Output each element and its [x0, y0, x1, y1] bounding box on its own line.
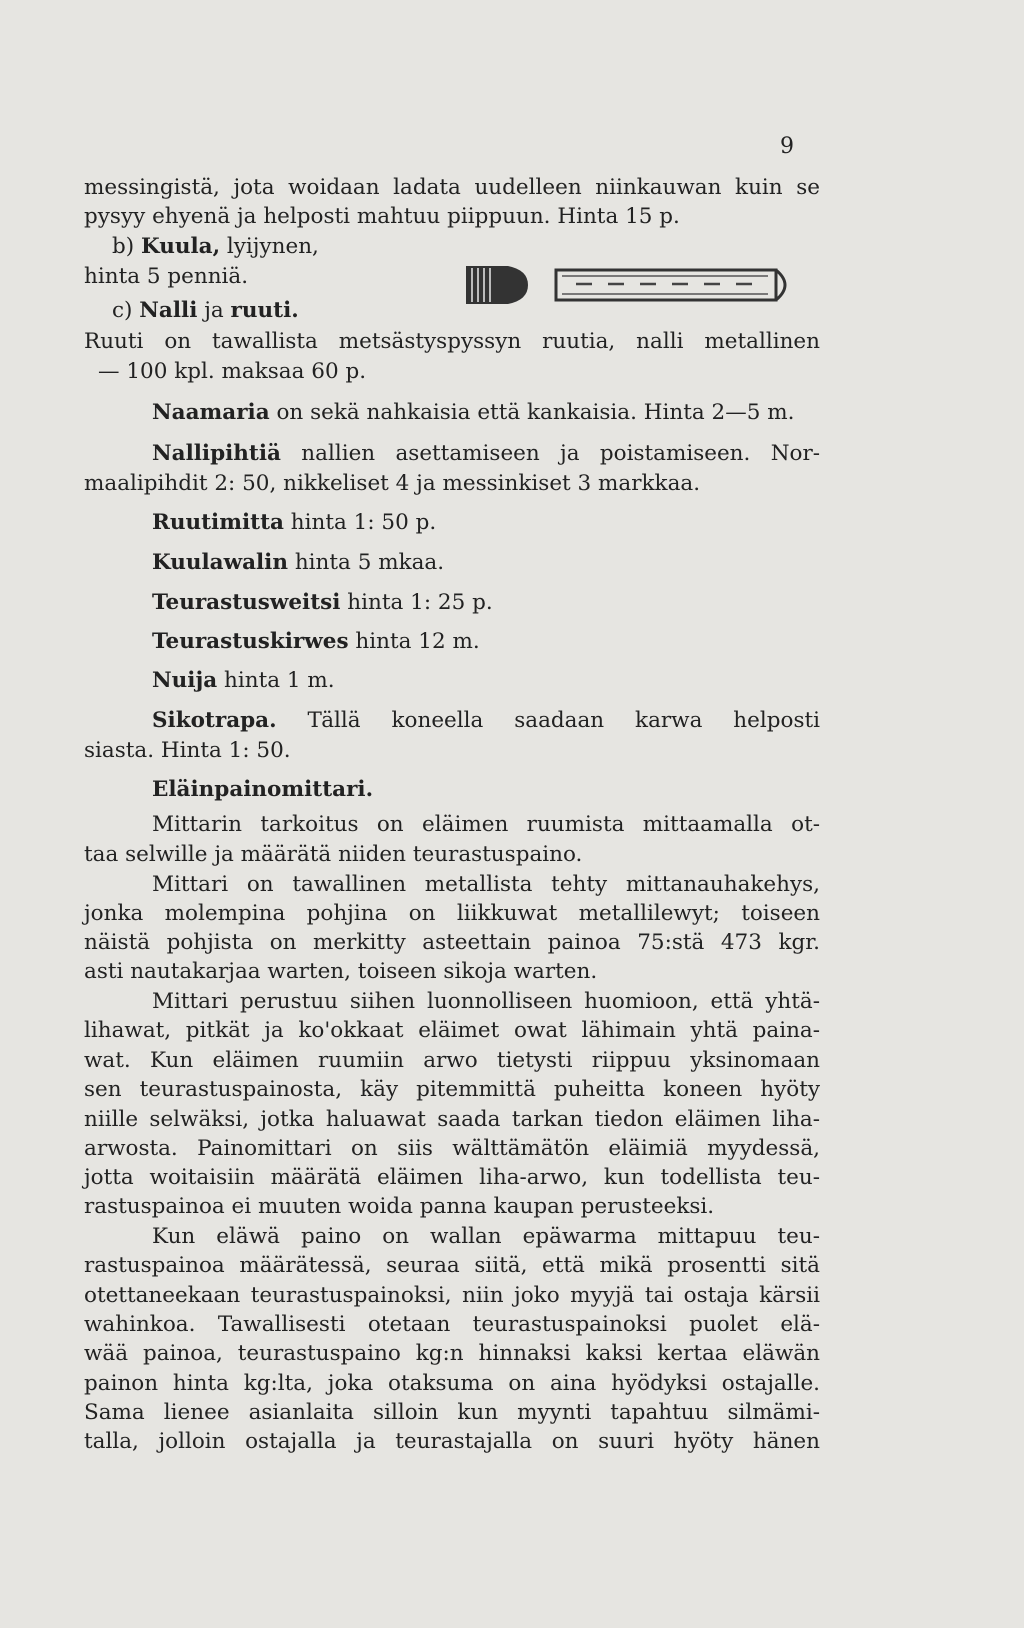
section-heading: Eläinpainomittari. [152, 777, 374, 802]
text-line: Ruuti on tawallista metsästyspyssyn ruutia, nalli metallinen [84, 329, 820, 354]
item-sikotrapa: Sikotrapa. Tällä koneella saadaan karwa helposti [152, 708, 820, 733]
text-line: — 100 kpl. maksaa 60 p. [98, 359, 367, 384]
text-line: rastuspainoa ei muuten woida panna kaupan perusteeksi. [84, 1194, 715, 1219]
text-line: Mittarin tarkoitus on eläimen ruumista mittaamalla ot- [152, 812, 820, 837]
text-line: otettaneekaan teurastuspainoksi, niin joko myyjä tai ostaja kärsii [84, 1283, 820, 1308]
item-nuija: Nuija hinta 1 m. [152, 668, 335, 693]
text-line: Mittari on tawallinen metallista tehty mittanauhakehys, [152, 872, 820, 897]
text-line: Mittari perustuu siihen luonnolliseen huomioon, että yhtä- [152, 989, 820, 1014]
item-heading: Ruutimitta [152, 510, 284, 535]
item-kuulawalin: Kuulawalin hinta 5 mkaa. [152, 550, 445, 575]
text-line: hinta 5 penniä. [84, 264, 249, 289]
item-heading: Naamaria [152, 400, 270, 425]
item-heading: Nuija [152, 668, 218, 693]
page-number: 9 [780, 134, 794, 159]
item-heading: Teurastuskirwes [152, 629, 349, 654]
text-line: jonka molempina pohjina on liikkuwat metallilewyt; toiseen [84, 901, 820, 926]
text-line: pysyy ehyenä ja helposti mahtuu piippuun. Hinta 15 p. [84, 204, 680, 229]
text-line: sen teurastuspainosta, käy pitemmittä puheitta koneen hyöty [84, 1077, 820, 1102]
item-heading: Nalli [139, 298, 198, 323]
text-line: arwosta. Painomittari on siis wälttämätön eläimiä myydessä, [84, 1136, 820, 1161]
text-line: wää painoa, teurastuspaino kg:n hinnaksi kaksi kertaa eläwän [84, 1341, 820, 1366]
item-nalli: c) Nalli ja ruuti. [112, 298, 299, 323]
percussion-cap-strip-illustration [548, 262, 798, 310]
text-line: rastuspainoa määrätessä, seuraa siitä, että mikä prosentti sitä [84, 1253, 820, 1278]
item-naamaria: Naamaria on sekä nahkaisia että kankaisia. Hinta 2—5 m. [152, 400, 795, 425]
text-line: Sama lienee asianlaita silloin kun myynti tapahtuu silmämi- [84, 1400, 820, 1425]
text-line: Kun eläwä paino on wallan epäwarma mittapuu teu- [152, 1224, 820, 1249]
item-heading: Kuula, [141, 234, 221, 259]
item-kuula: b) Kuula, lyijynen, [112, 234, 319, 259]
text-line: näistä pohjista on merkitty asteettain painoa 75:stä 473 kgr. [84, 930, 820, 955]
item-heading: Sikotrapa. [152, 708, 277, 733]
item-heading: ruuti. [230, 298, 299, 323]
item-ruutimitta: Ruutimitta hinta 1: 50 p. [152, 510, 437, 535]
text-line: wat. Kun eläimen ruumiin arwo tietysti riippuu yksinomaan [84, 1048, 820, 1073]
text-line: wahinkoa. Tawallisesti otetaan teurastuspainoksi puolet elä- [84, 1312, 820, 1337]
item-heading: Kuulawalin [152, 550, 288, 575]
text-line: jotta woitaisiin määrätä eläimen liha-arwo, kun todellista teu- [84, 1165, 820, 1190]
text-line: lihawat, pitkät ja ko'okkaat eläimet owat lähimain yhtä paina- [84, 1018, 820, 1043]
item-teurastuskirwes: Teurastuskirwes hinta 12 m. [152, 629, 480, 654]
text-line: siasta. Hinta 1: 50. [84, 738, 291, 763]
item-heading: Nallipihtiä [152, 441, 281, 466]
item-nallipihtia: Nallipihtiä nallien asettamiseen ja poistamiseen. Nor- [152, 441, 820, 466]
text-line: taa selwille ja määrätä niiden teurastuspaino. [84, 842, 583, 867]
text-line: niille selwäksi, jotka haluawat saada tarkan tiedon eläimen liha- [84, 1107, 820, 1132]
item-heading: Teurastusweitsi [152, 590, 341, 615]
text-line: maalipihdit 2: 50, nikkeliset 4 ja messinkiset 3 markkaa. [84, 471, 701, 496]
text-line: messingistä, jota woidaan ladata uudelleen niinkauwan kuin se [84, 175, 820, 200]
text-line: talla, jolloin ostajalla ja teurastajalla on suuri hyöty hänen [84, 1429, 820, 1454]
text-line: painon hinta kg:lta, joka otaksuma on aina hyödyksi ostajalle. [84, 1371, 820, 1396]
text-line: asti nautakarjaa warten, toiseen sikoja warten. [84, 959, 598, 984]
bullet-illustration [458, 262, 530, 308]
item-teurastusweitsi: Teurastusweitsi hinta 1: 25 p. [152, 590, 493, 615]
